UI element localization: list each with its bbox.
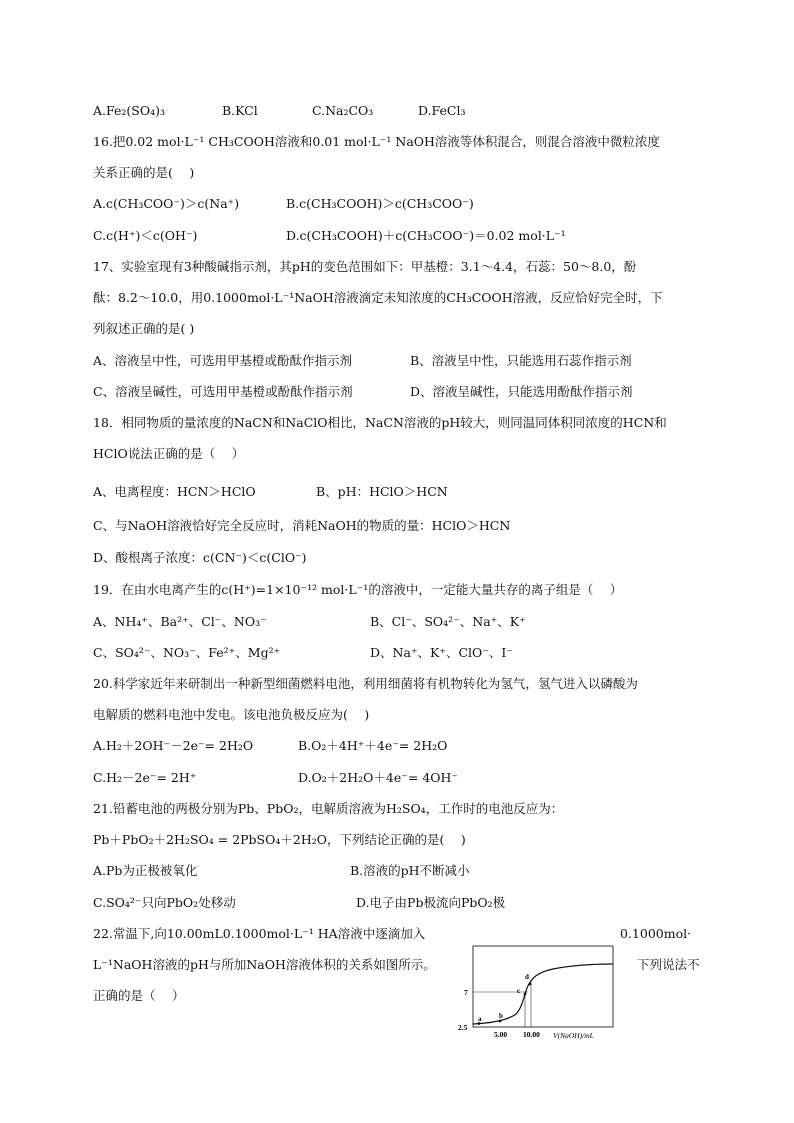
q18-option-b: B、pH：HClO＞HCN — [316, 484, 448, 499]
q19-option-c: C、SO₄²⁻、NO₃⁻、Fe²⁺、Mg²⁺ — [93, 645, 281, 660]
q22-stem-line2-end: 下列说法不 — [637, 957, 700, 972]
graph-point-c-marker — [524, 993, 527, 996]
graph-point-a: a — [478, 1015, 482, 1023]
q15-option-a: A.Fe₂(SO₄)₃ — [93, 103, 165, 118]
q17-option-d: D、溶液呈碱性，只能选用酚酞作指示剂 — [410, 384, 633, 399]
q19-stem-line1: 19．在由水电离产生的c(H⁺)=1×10⁻¹² mol·L⁻¹的溶液中，一定能大量共存的离子组是（ ） — [93, 582, 623, 597]
titration-curve-figure — [448, 944, 618, 1044]
graph-x-axis-label: V(NaOH)/mL — [553, 1031, 594, 1040]
q21-option-b: B.溶液的pH不断减小 — [350, 863, 470, 878]
q22-stem-line2: L⁻¹NaOH溶液的pH与所加NaOH溶液体积的关系如图所示。 — [93, 957, 436, 972]
graph-point-d: d — [525, 973, 529, 981]
graph-x-tick-10: 10.00 — [523, 1030, 540, 1039]
q16-option-a: A.c(CH₃COO⁻)＞c(Na⁺) — [93, 196, 240, 211]
q15-option-d: D.FeCl₃ — [418, 103, 466, 118]
q19-option-a: A、NH₄⁺、Ba²⁺、Cl⁻、NO₃⁻ — [93, 614, 267, 629]
q17-option-a: A、溶液呈中性，可选用甲基橙或酚酞作指示剂 — [93, 353, 353, 368]
q19-option-d: D、Na⁺、K⁺、ClO⁻、I⁻ — [370, 645, 513, 660]
q16-option-b: B.c(CH₃COOH)＞c(CH₃COO⁻) — [286, 196, 474, 211]
q16-stem-line2: 关系正确的是( ) — [93, 165, 195, 180]
q17-stem-line1: 17、实验室现有3种酸碱指示剂，其pH的变色范围如下：甲基橙：3.1～4.4，石蕊：50～8.0，酚 — [93, 259, 637, 274]
graph-y-tick-2-5: 2.5 — [458, 1023, 468, 1032]
q17-option-c: C、溶液呈碱性，可选用甲基橙或酚酞作指示剂 — [93, 384, 353, 399]
graph-point-c: c — [517, 987, 521, 995]
q18-stem-line2: HClO说法正确的是（ ） — [93, 446, 245, 461]
q20-option-c: C.H₂－2e⁻= 2H⁺ — [93, 770, 197, 785]
q20-stem-line2: 电解质的燃料电池中发电。该电池负极反应为( ) — [93, 707, 370, 722]
q18-stem-line1: 18．相同物质的量浓度的NaCN和NaClO相比，NaCN溶液的pH较大，则同温同体积同浓度的HCN和 — [93, 415, 667, 430]
graph-point-d-marker — [529, 983, 532, 986]
q16-stem-line1: 16.把0.02 mol·L⁻¹ CH₃COOH溶液和0.01 mol·L⁻¹ NaOH溶液等体积混合，则混合溶液中微粒浓度 — [93, 134, 660, 149]
graph-frame — [473, 946, 613, 1027]
q21-stem-line2: Pb＋PbO₂＋2H₂SO₄ = 2PbSO₄＋2H₂O，下列结论正确的是( ) — [93, 832, 466, 847]
q22-stem-line1: 22.常温下,向10.00mL0.1000mol·L⁻¹ HA溶液中逐滴加入 — [93, 926, 426, 941]
q18-option-a: A、电离程度：HCN＞HClO — [93, 484, 256, 499]
q20-option-b: B.O₂＋4H⁺＋4e⁻= 2H₂O — [298, 738, 448, 753]
q22-stem-line1-end: 0.1000mol· — [620, 926, 692, 941]
q21-stem-line1: 21.铅蓄电池的两极分别为Pb、PbO₂，电解质溶液为H₂SO₄，工作时的电池反应为： — [93, 801, 564, 816]
q18-option-c: C、与NaOH溶液恰好完全反应时，消耗NaOH的物质的量：HClO＞HCN — [93, 518, 511, 533]
q20-option-a: A.H₂＋2OH⁻－2e⁻= 2H₂O — [93, 738, 254, 753]
q15-option-c: C.Na₂CO₃ — [312, 103, 374, 118]
q20-option-d: D.O₂＋2H₂O＋4e⁻= 4OH⁻ — [298, 770, 459, 785]
graph-x-tick-5: 5.00 — [494, 1030, 508, 1039]
q21-option-c: C.SO₄²⁻只向PbO₂处移动 — [93, 895, 236, 910]
q21-option-d: D.电子由Pb极流向PbO₂极 — [356, 895, 506, 910]
q20-stem-line1: 20.科学家近年来研制出一种新型细菌燃料电池，利用细菌将有机物转化为氢气，氢气进入以磷酸为 — [93, 676, 638, 691]
graph-point-b-marker — [499, 1020, 502, 1023]
q21-option-a: A.Pb为正极被氧化 — [93, 863, 198, 878]
q19-option-b: B、Cl⁻、SO₄²⁻、Na⁺、K⁺ — [370, 614, 526, 629]
graph-point-b: b — [499, 1012, 503, 1020]
q16-option-c: C.c(H⁺)＜c(OH⁻) — [93, 228, 198, 243]
q15-option-b: B.KCl — [222, 103, 258, 118]
graph-y-tick-7: 7 — [464, 988, 468, 997]
q22-stem-line3: 正确的是（ ） — [93, 988, 185, 1003]
q17-option-b: B、溶液呈中性，只能选用石蕊作指示剂 — [410, 353, 632, 368]
q18-option-d: D、酸根离子浓度：c(CN⁻)＜c(ClO⁻) — [93, 550, 307, 565]
titration-curve — [473, 964, 613, 1024]
q17-stem-line2: 酞：8.2～10.0，用0.1000mol·L⁻¹NaOH溶液滴定未知浓度的CH₃COOH溶液，反应恰好完全时，下 — [93, 290, 663, 305]
q16-option-d: D.c(CH₃COOH)＋c(CH₃COO⁻)＝0.02 mol·L⁻¹ — [286, 228, 566, 243]
q17-stem-line3: 列叙述正确的是( ) — [93, 321, 195, 336]
